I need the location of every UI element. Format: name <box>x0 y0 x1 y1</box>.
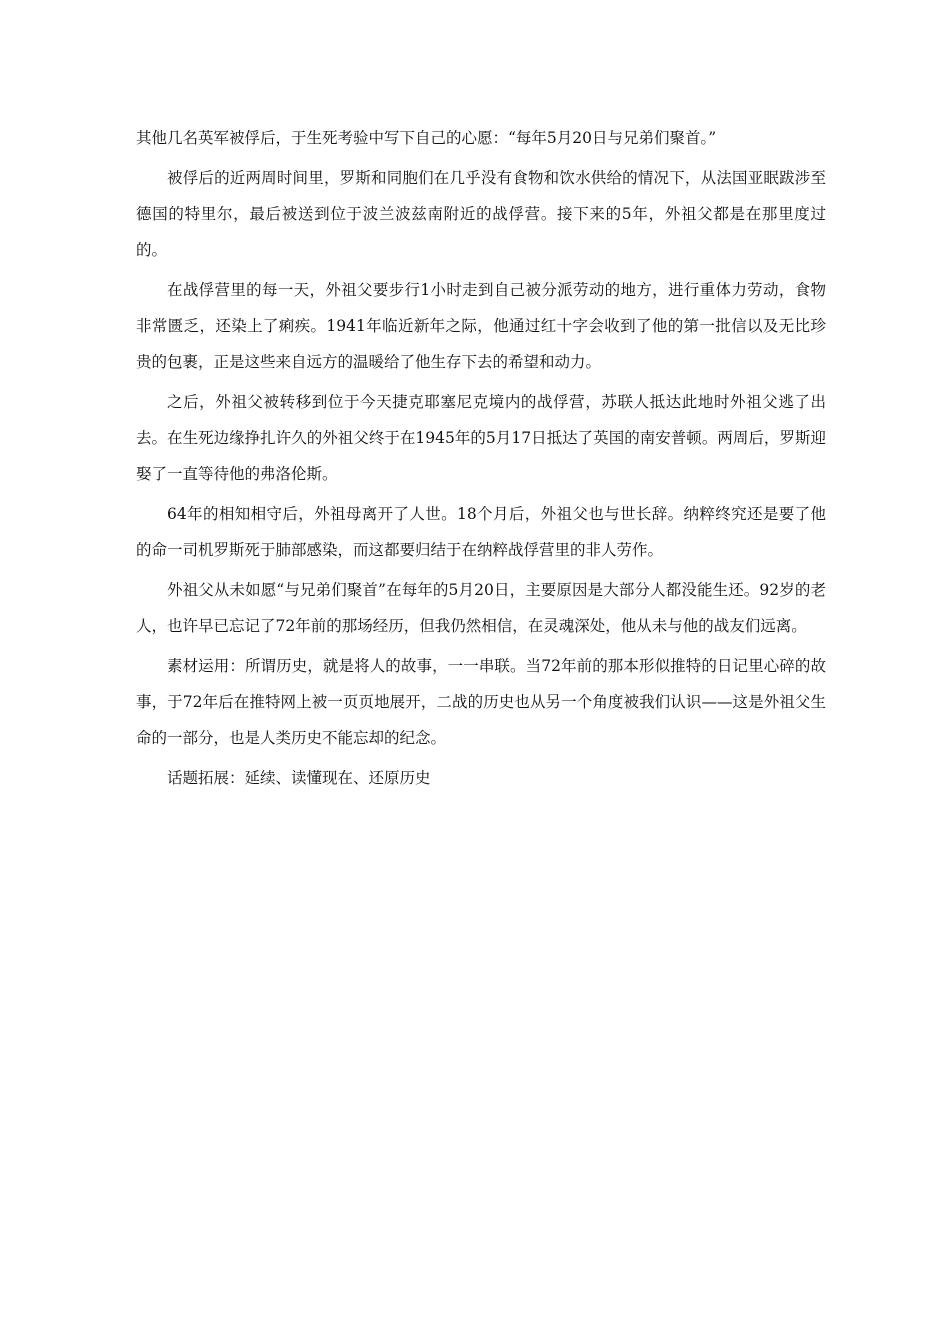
paragraph-continued: 其他几名英军被俘后，于生死考验中写下自己的心愿：“每年5月20日与兄弟们聚首。” <box>136 129 717 147</box>
paragraph-escape: 之后，外祖父被转移到位于今天捷克耶塞尼克境内的战俘营，苏联人抵达此地时外祖父逃了出去。在生死边缘挣扎许久的外祖父终于在1945年的5月17日抵达了英国的南安普顿。两周后，罗斯迎娶了一直等待他的弗洛伦斯。 <box>136 393 826 483</box>
paragraph-material-usage: 素材运用：所谓历史，就是将人的故事，一一串联。当72年前的那本形似推特的日记里心碎的故事，于72年后在推特网上被一页页地展开，二战的历史也从另一个角度被我们认识——这是外祖父生命的一部分，也是人类历史不能忘却的纪念。 <box>136 657 826 747</box>
paragraph-camp-life: 在战俘营里的每一天，外祖父要步行1小时走到自己被分派劳动的地方，进行重体力劳动，食物非常匮乏，还染上了痢疾。1941年临近新年之际，他通过红十字会收到了他的第一批信以及无比珍贵的包裹，正是这些来自远方的温暖给了他生存下去的希望和动力。 <box>136 281 826 371</box>
paragraph-reunion-wish: 外祖父从未如愿“与兄弟们聚首”在每年的5月20日，主要原因是大部分人都没能生还。92岁的老人，也许早已忘记了72年前的那场经历，但我仍然相信，在灵魂深处，他从未与他的战友们远离。 <box>136 581 826 635</box>
document-body <box>136 120 826 800</box>
paragraph-later-years: 64年的相知相守后，外祖母离开了人世。18个月后，外祖父也与世长辞。纳粹终究还是要了他的命一司机罗斯死于肺部感染，而这都要归结于在纳粹战俘营里的非人劳作。 <box>136 505 826 559</box>
paragraph-topic-extension: 话题拓展：延续、读懂现在、还原历史 <box>167 769 431 787</box>
paragraph-captivity-journey: 被俘后的近两周时间里，罗斯和同胞们在几乎没有食物和饮水供给的情况下，从法国亚眠跋涉至德国的特里尔，最后被送到位于波兰波兹南附近的战俘营。接下来的5年，外祖父都是在那里度过的。 <box>136 169 826 259</box>
